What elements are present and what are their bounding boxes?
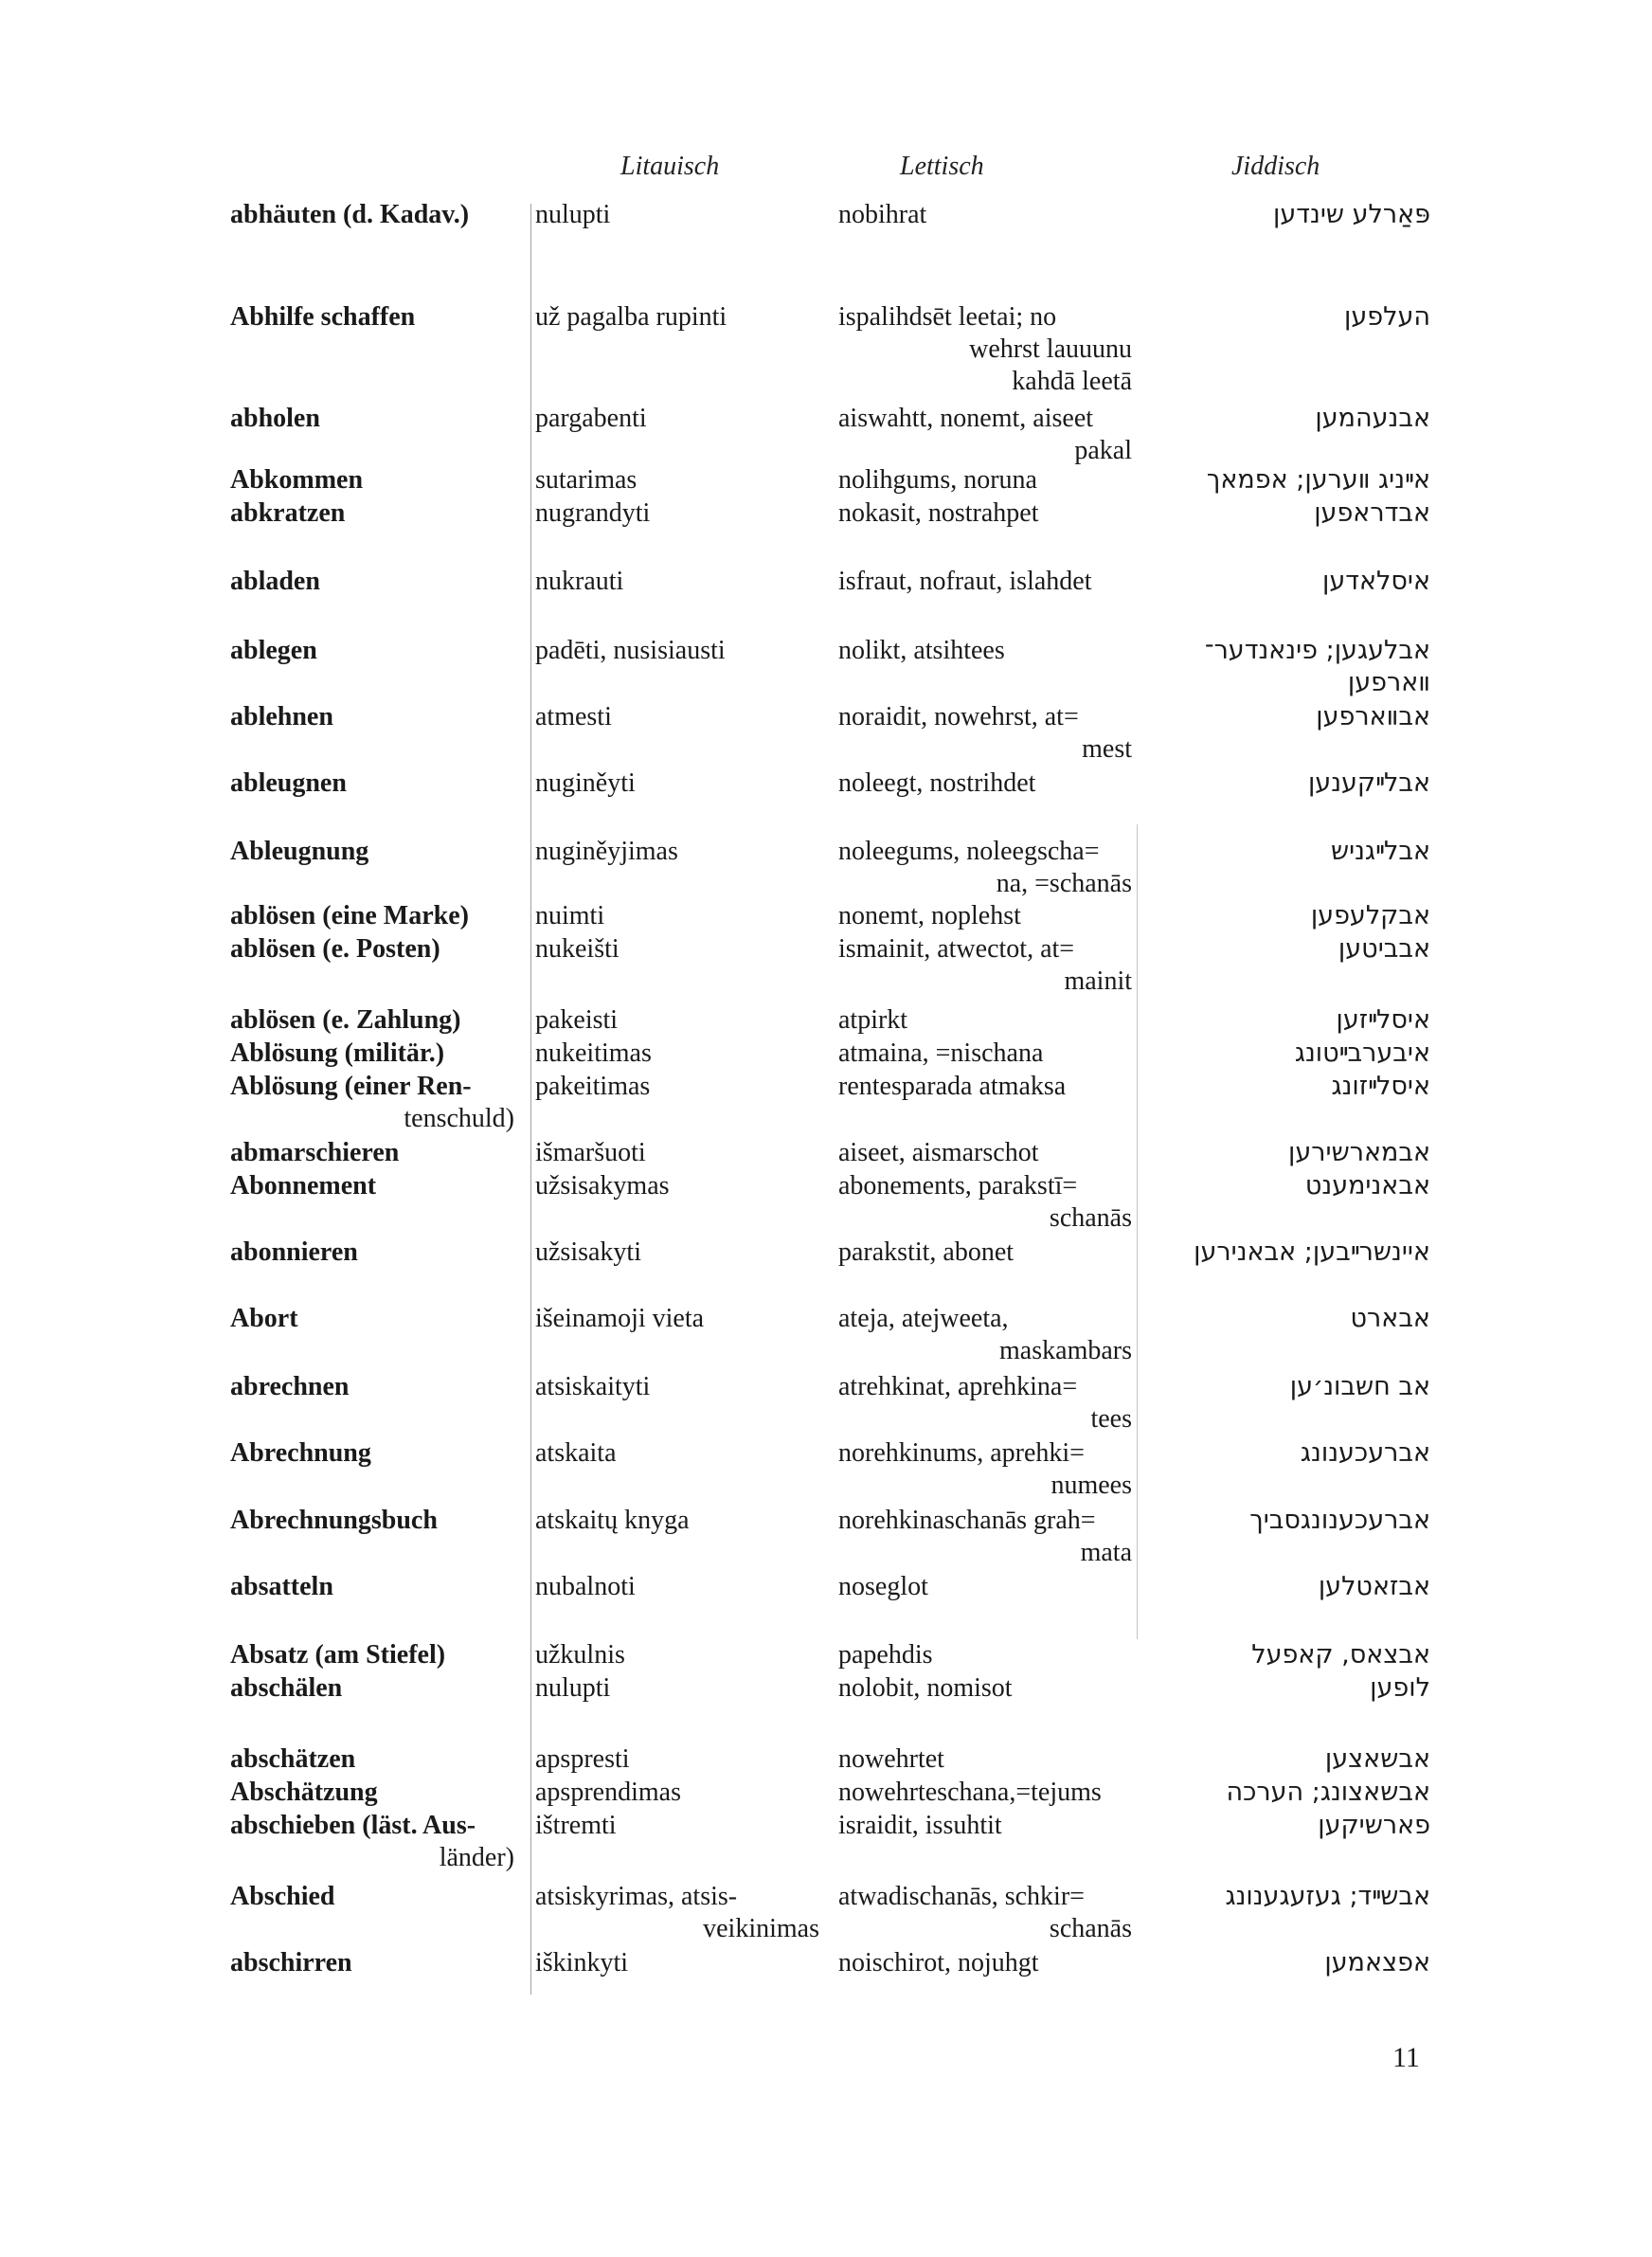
lithuanian-term-line: nulupti (535, 200, 611, 229)
german-term (230, 1743, 514, 1776)
german-term (230, 635, 514, 667)
lithuanian-term (535, 1137, 819, 1169)
lithuanian-term-line: atsiskyrimas, atsis- (535, 1882, 738, 1911)
latvian-term-line: nowehrtet (838, 1744, 944, 1774)
latvian-term (838, 1505, 1132, 1569)
lithuanian-term-line: nuimti (535, 901, 605, 930)
latvian-term (838, 933, 1132, 998)
lithuanian-term (535, 1947, 819, 1979)
yiddish-term-line: אבצאס, קאפעל (1251, 1640, 1430, 1670)
latvian-term (838, 1672, 1132, 1705)
yiddish-term (1146, 1571, 1430, 1603)
german-term-line: Abhilfe schaffen (230, 302, 416, 332)
yiddish-term-line: אבאנימענט (1304, 1171, 1430, 1201)
german-term-line: abschieben (läst. Aus- (230, 1811, 476, 1840)
lithuanian-term-line: atskaita (535, 1438, 617, 1468)
lithuanian-term (535, 1743, 819, 1776)
lithuanian-term (535, 1237, 819, 1269)
header-jiddisch: Jiddisch (1231, 152, 1320, 181)
yiddish-term (1146, 1777, 1430, 1809)
lithuanian-term-line: nulupti (535, 1673, 611, 1703)
latvian-term-line: papehdis (838, 1640, 933, 1670)
german-term-line: ablösen (e. Posten) (230, 934, 440, 964)
lithuanian-term-line: užkulnis (535, 1640, 625, 1670)
yiddish-term-line: אבזאטלען (1318, 1572, 1430, 1601)
german-term (230, 1137, 514, 1169)
latvian-term-line: isfraut, nofraut, islahdet (838, 567, 1092, 596)
yiddish-term (1146, 1947, 1430, 1979)
yiddish-term (1146, 464, 1430, 497)
yiddish-term (1146, 900, 1430, 932)
latvian-term (838, 1947, 1132, 1979)
yiddish-term-line: איסלײזען (1336, 1005, 1430, 1035)
german-term (230, 301, 514, 334)
lithuanian-term (535, 1371, 819, 1403)
latvian-term (838, 1639, 1132, 1671)
latvian-term-line: nowehrteschana,=tejums (838, 1778, 1102, 1807)
german-term (230, 1947, 514, 1979)
german-term-line: Absatz (am Stiefel) (230, 1640, 446, 1670)
german-term (230, 1004, 514, 1037)
german-term-line: Abkommen (230, 465, 364, 495)
lithuanian-term-line: nuginěyjimas (535, 837, 678, 866)
latvian-term (838, 1237, 1132, 1269)
latvian-term (838, 1137, 1132, 1169)
lithuanian-term (535, 1881, 819, 1945)
german-term (230, 1639, 514, 1671)
yiddish-term (1146, 933, 1430, 966)
latvian-term-line: nolobit, nomisot (838, 1673, 1013, 1703)
lithuanian-term (535, 1071, 819, 1103)
lithuanian-term (535, 199, 819, 231)
german-term (230, 701, 514, 733)
latvian-term-line: tees (1090, 1404, 1132, 1434)
lithuanian-term-line: nukeišti (535, 934, 620, 964)
latvian-term-line: schanās (1049, 1203, 1132, 1233)
lithuanian-term-line: atskaitų knyga (535, 1506, 690, 1535)
latvian-term (838, 1777, 1132, 1809)
header-lettisch: Lettisch (900, 152, 984, 181)
latvian-term (838, 497, 1132, 530)
yiddish-term-line: אבביטען (1338, 934, 1430, 964)
latvian-term-line: aiseet, aismarschot (838, 1138, 1039, 1167)
latvian-term-line: norehkinaschanās grah= (838, 1506, 1096, 1535)
latvian-term-line: pakal (1074, 436, 1132, 465)
yiddish-term (1146, 497, 1430, 530)
lithuanian-term (535, 1810, 819, 1842)
latvian-term-line: norehkinums, aprehki= (838, 1438, 1085, 1468)
lithuanian-term (535, 1571, 819, 1603)
german-term-line: ablegen (230, 636, 317, 665)
german-term (230, 1571, 514, 1603)
german-term-line: abschirren (230, 1948, 352, 1977)
latvian-term-line: noseglot (838, 1572, 928, 1601)
column-rule (530, 204, 531, 1995)
latvian-term-line: atmaina, =nischana (838, 1038, 1044, 1068)
german-term-line: Abrechnungsbuch (230, 1506, 438, 1535)
latvian-term-line: nokasit, nostrahpet (838, 498, 1039, 528)
lithuanian-term-line: nukeitimas (535, 1038, 652, 1068)
german-term-line: ablösen (eine Marke) (230, 901, 469, 930)
yiddish-term-line: אבנעהמען (1315, 404, 1430, 433)
latvian-term-line: mest (1082, 734, 1132, 764)
latvian-term-line: mainit (1064, 966, 1132, 996)
latvian-term (838, 464, 1132, 497)
yiddish-term (1146, 1137, 1430, 1169)
lithuanian-term-line: sutarimas (535, 465, 637, 495)
german-term-line: Abrechnung (230, 1438, 371, 1468)
latvian-term-line: nobihrat (838, 200, 927, 229)
german-term (230, 1237, 514, 1269)
latvian-term (838, 900, 1132, 932)
lithuanian-term (535, 1777, 819, 1809)
german-term-line: Abschätzung (230, 1778, 378, 1807)
lithuanian-term (535, 1639, 819, 1671)
yiddish-term (1146, 1004, 1430, 1037)
latvian-term-line: schanās (1049, 1914, 1132, 1943)
latvian-term (838, 1571, 1132, 1603)
german-term (230, 1672, 514, 1705)
latvian-term-line: noischirot, nojuhgt (838, 1948, 1039, 1977)
latvian-term-line: nolikt, atsihtees (838, 636, 1005, 665)
yiddish-term-line: איבערבײטונג (1294, 1038, 1430, 1068)
yiddish-term (1146, 1237, 1430, 1269)
latvian-term-line: noleegt, nostrihdet (838, 768, 1036, 798)
yiddish-term (1146, 1810, 1430, 1842)
german-term-line: Ablösung (militär.) (230, 1038, 445, 1068)
lithuanian-term-line: iškinkyti (535, 1948, 629, 1977)
lithuanian-term (535, 701, 819, 733)
german-term (230, 1303, 514, 1335)
yiddish-term-line: אײניג װערען; אפמאך (1206, 465, 1430, 495)
yiddish-term-line: אבשאצען (1324, 1744, 1430, 1774)
latvian-term (838, 836, 1132, 900)
yiddish-term (1146, 403, 1430, 435)
german-term (230, 1371, 514, 1403)
german-term-line: abrechnen (230, 1372, 350, 1401)
latvian-term (838, 1170, 1132, 1235)
latvian-term (838, 566, 1132, 598)
yiddish-term-line: לופען (1370, 1673, 1430, 1703)
yiddish-term-line: אפצאמען (1324, 1948, 1430, 1977)
yiddish-term (1146, 1639, 1430, 1671)
german-term (230, 767, 514, 800)
yiddish-term-line: אבשײד; געזעגענונג (1225, 1882, 1430, 1911)
latvian-term-line: abonements, parakstī= (838, 1171, 1078, 1201)
yiddish-term-line: אבװארפען (1316, 702, 1430, 731)
lithuanian-term-line: nugrandyti (535, 498, 651, 528)
german-term-line: Abonnement (230, 1171, 377, 1201)
latvian-term-line: na, =schanās (996, 869, 1132, 898)
latvian-term (838, 301, 1132, 398)
latvian-term-line: maskambars (999, 1336, 1132, 1365)
latvian-term (838, 1743, 1132, 1776)
yiddish-term (1146, 767, 1430, 800)
german-term-line: abladen (230, 567, 320, 596)
latvian-term-line: noraidit, nowehrst, at= (838, 702, 1079, 731)
latvian-term-line: aiswahtt, nonemt, aiseet (838, 404, 1094, 433)
lithuanian-term-line: išmaršuoti (535, 1138, 646, 1167)
lithuanian-term-line: apspresti (535, 1744, 630, 1774)
yiddish-term (1146, 1505, 1430, 1537)
latvian-term (838, 767, 1132, 800)
latvian-term-line: numees (1050, 1471, 1132, 1500)
lithuanian-term-line: veikinimas (703, 1914, 819, 1943)
yiddish-term-line: אב חשבונ׳ען (1289, 1372, 1430, 1401)
lithuanian-term-line: už pagalba rupinti (535, 302, 727, 332)
yiddish-term (1146, 701, 1430, 733)
latvian-term (838, 1371, 1132, 1435)
german-term (230, 199, 514, 231)
german-term (230, 1038, 514, 1070)
german-term-line: Ableugnung (230, 837, 369, 866)
german-term (230, 566, 514, 598)
german-term-line: länder) (439, 1843, 514, 1872)
latvian-term-line: ispalihdsēt leetai; no (838, 302, 1057, 332)
yiddish-term (1146, 199, 1430, 231)
german-term-line: abmarschieren (230, 1138, 400, 1167)
latvian-term (838, 1004, 1132, 1037)
yiddish-term-line: אבארט (1350, 1304, 1430, 1333)
german-term (230, 1881, 514, 1913)
lithuanian-term-line: pargabenti (535, 404, 647, 433)
latvian-term-line: nonemt, noplehst (838, 901, 1021, 930)
header-litauisch: Litauisch (620, 152, 720, 181)
lithuanian-term (535, 1505, 819, 1537)
lithuanian-term (535, 1038, 819, 1070)
lithuanian-term (535, 1672, 819, 1705)
german-term-line: abschälen (230, 1673, 343, 1703)
latvian-term-line: atpirkt (838, 1005, 908, 1035)
lithuanian-term (535, 1303, 819, 1335)
german-term (230, 933, 514, 966)
lithuanian-term (535, 403, 819, 435)
yiddish-term (1146, 1038, 1430, 1070)
latvian-term (838, 701, 1132, 766)
yiddish-term (1146, 1672, 1430, 1705)
german-term-line: abkratzen (230, 498, 346, 528)
latvian-term-line: atrehkinat, aprehkina= (838, 1372, 1078, 1401)
lithuanian-term-line: pakeisti (535, 1005, 619, 1035)
german-term-line: absatteln (230, 1572, 333, 1601)
yiddish-term-line: פּאַרלע שינדען (1273, 200, 1430, 229)
page-number: 11 (1392, 2042, 1420, 2073)
latvian-term (838, 1881, 1132, 1945)
lithuanian-term-line: padēti, nusisiausti (535, 636, 726, 665)
german-term-line: ableugnen (230, 768, 347, 798)
yiddish-term (1146, 1303, 1430, 1335)
lithuanian-term (535, 1004, 819, 1037)
yiddish-term (1146, 1437, 1430, 1470)
yiddish-term-line: איינשרײבען; אבאנירען (1194, 1237, 1430, 1267)
latvian-term-line: ismainit, atwectot, at= (838, 934, 1075, 964)
lithuanian-term (535, 1437, 819, 1470)
latvian-term (838, 1038, 1132, 1070)
latvian-term-line: israidit, issuhtit (838, 1811, 1002, 1840)
lithuanian-term-line: ištremti (535, 1811, 617, 1840)
german-term (230, 900, 514, 932)
latvian-term (838, 1303, 1132, 1367)
latvian-term-line: nolihgums, noruna (838, 465, 1037, 495)
german-term (230, 464, 514, 497)
yiddish-term-line: אבלעגען; פינאנדער־ (1204, 636, 1430, 665)
yiddish-term (1146, 1170, 1430, 1202)
latvian-term (838, 635, 1132, 667)
german-term (230, 836, 514, 868)
lithuanian-term-line: atsiskaityti (535, 1372, 651, 1401)
german-term (230, 1505, 514, 1537)
yiddish-term (1146, 566, 1430, 598)
german-term (230, 1810, 514, 1874)
german-term-line: Abort (230, 1304, 298, 1333)
german-term (230, 1170, 514, 1202)
lithuanian-term-line: nukrauti (535, 567, 624, 596)
lithuanian-term (535, 900, 819, 932)
lithuanian-term (535, 301, 819, 334)
lithuanian-term (535, 767, 819, 800)
german-term-line: Ablösung (einer Ren- (230, 1072, 472, 1101)
german-term-line: abhäuten (d. Kadav.) (230, 200, 470, 229)
latvian-term (838, 403, 1132, 467)
yiddish-term-line: אבדראפען (1314, 498, 1430, 528)
yiddish-term (1146, 1371, 1430, 1403)
yiddish-term-line: אברעכענונג (1300, 1438, 1430, 1468)
german-term-line: abonnieren (230, 1237, 358, 1267)
latvian-term (838, 1810, 1132, 1842)
latvian-term-line: parakstit, abonet (838, 1237, 1015, 1267)
yiddish-term (1146, 1071, 1430, 1103)
german-term (230, 403, 514, 435)
yiddish-term-line: פארשיקען (1318, 1811, 1430, 1840)
latvian-term-line: atwadischanās, schkir= (838, 1882, 1085, 1911)
yiddish-term-line: איסלאדען (1322, 567, 1430, 596)
latvian-term-line: ateja, atejweeta, (838, 1304, 1009, 1333)
yiddish-term (1146, 635, 1430, 699)
lithuanian-term (535, 464, 819, 497)
lithuanian-term (535, 635, 819, 667)
yiddish-term-line: העלפען (1343, 302, 1430, 332)
yiddish-term-line: אבשאצונג; הערכה (1226, 1778, 1430, 1807)
latvian-term-line: mata (1080, 1538, 1132, 1567)
latvian-term-line: kahdā leetā (1012, 367, 1132, 396)
latvian-term-line: wehrst lauuunu (969, 334, 1132, 364)
lithuanian-term-line: atmesti (535, 702, 612, 731)
german-term (230, 1437, 514, 1470)
german-term-line: ablehnen (230, 702, 333, 731)
lithuanian-term (535, 566, 819, 598)
yiddish-term-line: אבלײקענען (1307, 768, 1430, 798)
yiddish-term-line: װארפען (1347, 668, 1430, 697)
yiddish-term-line: אבלײגניש (1330, 837, 1430, 866)
german-term-line: abschätzen (230, 1744, 356, 1774)
german-term-line: Abschied (230, 1882, 335, 1911)
yiddish-term-line: אברעכענונגסביך (1249, 1506, 1430, 1535)
german-term (230, 1071, 514, 1135)
lithuanian-term (535, 933, 819, 966)
yiddish-term (1146, 301, 1430, 334)
yiddish-term (1146, 1743, 1430, 1776)
lithuanian-term (535, 1170, 819, 1202)
column-rule (1137, 824, 1138, 1639)
lithuanian-term-line: nuginěyti (535, 768, 636, 798)
latvian-term-line: noleegums, noleegscha= (838, 837, 1100, 866)
lithuanian-term-line: išeinamoji vieta (535, 1304, 705, 1333)
german-term-line: ablösen (e. Zahlung) (230, 1005, 461, 1035)
latvian-term (838, 1071, 1132, 1103)
latvian-term (838, 1437, 1132, 1502)
yiddish-term (1146, 836, 1430, 868)
german-term (230, 497, 514, 530)
lithuanian-term-line: užsisakymas (535, 1171, 670, 1201)
latvian-term-line: rentesparada atmaksa (838, 1072, 1067, 1101)
german-term-line: tenschuld) (404, 1104, 514, 1133)
lithuanian-term (535, 836, 819, 868)
yiddish-term-line: אבמארשירען (1288, 1138, 1430, 1167)
yiddish-term-line: איסלײזונג (1331, 1072, 1430, 1101)
lithuanian-term-line: nubalnoti (535, 1572, 636, 1601)
german-term (230, 1777, 514, 1809)
lithuanian-term-line: pakeitimas (535, 1072, 651, 1101)
lithuanian-term-line: užsisakyti (535, 1237, 641, 1267)
lithuanian-term (535, 497, 819, 530)
german-term-line: abholen (230, 404, 320, 433)
yiddish-term-line: אבקלעפען (1310, 901, 1430, 930)
yiddish-term (1146, 1881, 1430, 1913)
lithuanian-term-line: apsprendimas (535, 1778, 681, 1807)
latvian-term (838, 199, 1132, 231)
